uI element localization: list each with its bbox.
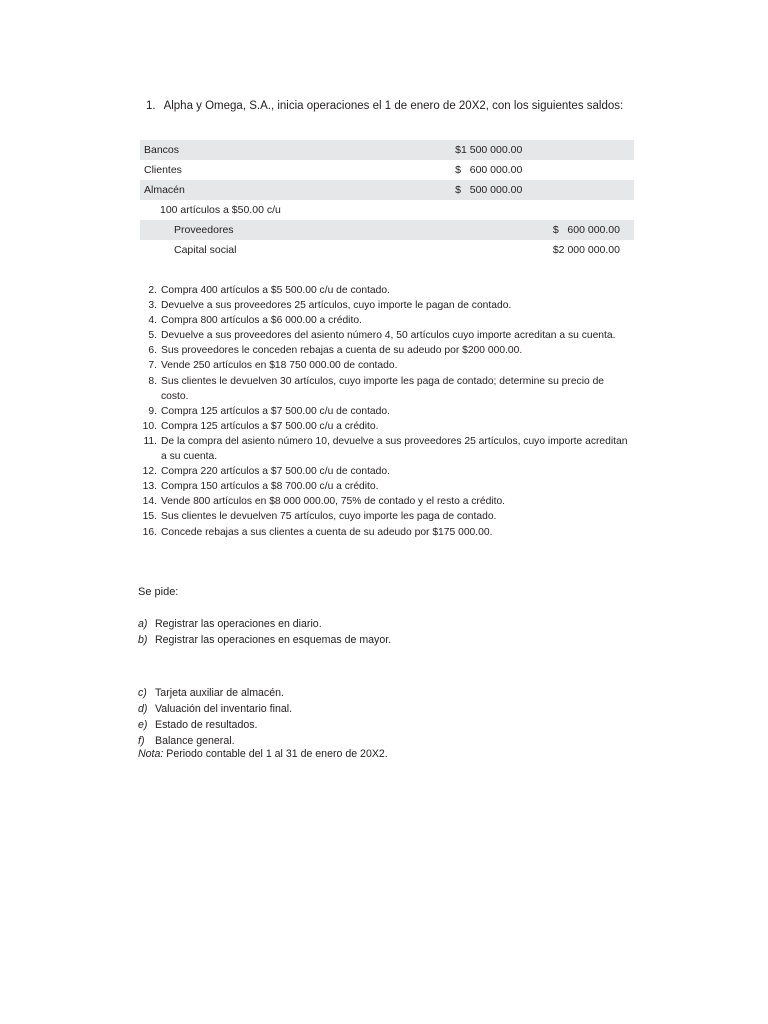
operation-text: De la compra del asiento número 10, devuelve a sus proveedores 25 artículos, cuyo importe acreditan a su cuenta. [161,435,628,463]
operation-number: 16. [142,526,157,538]
operation-number: 3. [148,300,157,312]
balance-amount: $1 500 000.00 [455,140,537,160]
operation-text: Sus proveedores le conceden rebajas a cuenta de su adeudo por $200 000.00. [161,345,523,357]
requirement-text: Balance general. [155,735,235,747]
requirements-list-records [138,616,391,648]
operation-text: Compra 220 artículos a $7 500.00 c/u de contado. [161,466,390,478]
operation-item [140,464,634,479]
operation-item [140,494,634,509]
operation-item [140,343,634,358]
operations-list [140,283,634,540]
balance-credit [538,160,634,180]
balance-credit: $2 000 000.00 [552,244,620,256]
operation-text: Compra 125 artículos a $7 500.00 c/u a crédito. [161,420,379,432]
balance-row-proveedores [140,220,634,240]
balance-amount: $ 500 000.00 [455,180,537,200]
balance-amount [455,200,537,220]
requirement-item [138,733,292,749]
balance-row-articulos [140,200,634,220]
operation-item [140,419,634,434]
balance-credit [538,180,634,200]
requirements-list-reports [138,685,292,749]
operation-text: Compra 400 artículos a $5 500.00 c/u de contado. [161,285,390,296]
balance-row-bancos [140,140,634,160]
opening-balances-table [140,140,634,260]
operation-text: Concede rebajas a sus clientes a cuenta de su adeudo por $175 000.00. [161,526,493,538]
operation-item [140,479,634,494]
operation-item [140,434,634,464]
requirement-item [138,685,292,701]
requirements-heading: Se pide: [138,586,179,598]
requirement-item [138,616,391,632]
balance-label: Proveedores [140,220,455,240]
problem-number: 1. [146,100,156,112]
operation-item [140,328,634,343]
requirement-text: Registrar las operaciones en diario. [155,618,322,630]
balance-label: Almacén [140,180,455,200]
balance-label: 100 artículos a $50.00 c/u [160,204,281,216]
operation-item [140,509,634,524]
balance-credit: $ 600 000.00 [538,220,634,240]
operation-text: Vende 250 artículos en $18 750 000.00 de contado. [161,360,398,372]
requirement-letter: d) [138,703,148,715]
requirement-text: Estado de resultados. [155,719,258,731]
operation-item [140,283,634,298]
requirement-letter: f) [138,735,145,747]
balance-row-almacen [140,180,634,200]
operation-item [140,358,634,373]
problem-statement [146,100,623,112]
requirement-letter: e) [138,719,148,731]
balance-amount [455,220,537,240]
operation-item [140,374,634,404]
requirement-text: Registrar las operaciones en esquemas de mayor. [155,634,392,646]
operation-item [140,404,634,419]
operation-number: 2. [148,285,157,296]
balance-row-capital-social [140,240,634,260]
balance-label: Capital social [174,244,237,256]
operation-number: 13. [142,481,157,493]
requirement-text: Valuación del inventario final. [155,703,293,715]
operation-text: Devuelve a sus proveedores del asiento número 4, 50 artículos cuyo importe acreditan a su cuenta. [161,330,616,342]
requirement-letter: b) [138,634,148,646]
operation-number: 11. [143,435,157,447]
balance-label: Clientes [144,164,182,176]
operation-number: 6. [148,345,157,357]
balance-label: Bancos [140,140,455,160]
problem-intro-text: Alpha y Omega, S.A., inicia operaciones el 1 de enero de 20X2, con los siguientes saldos: [163,100,624,112]
note-text: Periodo contable del 1 al 31 de enero de 20X2. [166,748,388,760]
operation-number: 10. [142,420,157,432]
operation-number: 12. [142,466,157,478]
operation-number: 8. [148,375,157,387]
balance-credit [538,140,634,160]
operation-text: Devuelve a sus proveedores 25 artículos, cuyo importe le pagan de contado. [161,300,512,312]
operation-text: Compra 125 artículos a $7 500.00 c/u de contado. [161,405,390,417]
requirement-item [138,717,292,733]
requirement-item [138,701,292,717]
balance-amount: $ 600 000.00 [455,164,523,176]
operation-item [140,525,634,540]
requirement-letter: c) [138,687,147,699]
requirement-item [138,632,391,648]
operation-number: 15. [142,511,157,523]
operation-text: Sus clientes le devuelven 75 artículos, cuyo importe les paga de contado. [161,511,497,523]
operation-text: Compra 800 artículos a $6 000.00 a crédito. [161,315,362,327]
balance-amount [455,240,537,260]
balance-row-clientes [140,160,634,180]
operation-item [140,313,634,328]
operation-text: Compra 150 artículos a $8 700.00 c/u a crédito. [161,481,379,493]
operation-text: Sus clientes le devuelven 30 artículos, cuyo importe les paga de contado; determine su precio de costo. [161,375,605,402]
operation-number: 7. [148,360,157,372]
operation-number: 9. [148,405,157,417]
note-label: Nota: [138,748,164,760]
operation-item [140,298,634,313]
requirement-text: Tarjeta auxiliar de almacén. [155,687,284,699]
operation-number: 5. [148,330,157,342]
operation-number: 4. [148,315,157,327]
operation-text: Vende 800 artículos en $8 000 000.00, 75% de contado y el resto a crédito. [161,496,506,508]
period-note [138,748,388,760]
balance-credit [538,200,634,220]
operation-number: 14. [142,496,157,508]
requirement-letter: a) [138,618,148,630]
